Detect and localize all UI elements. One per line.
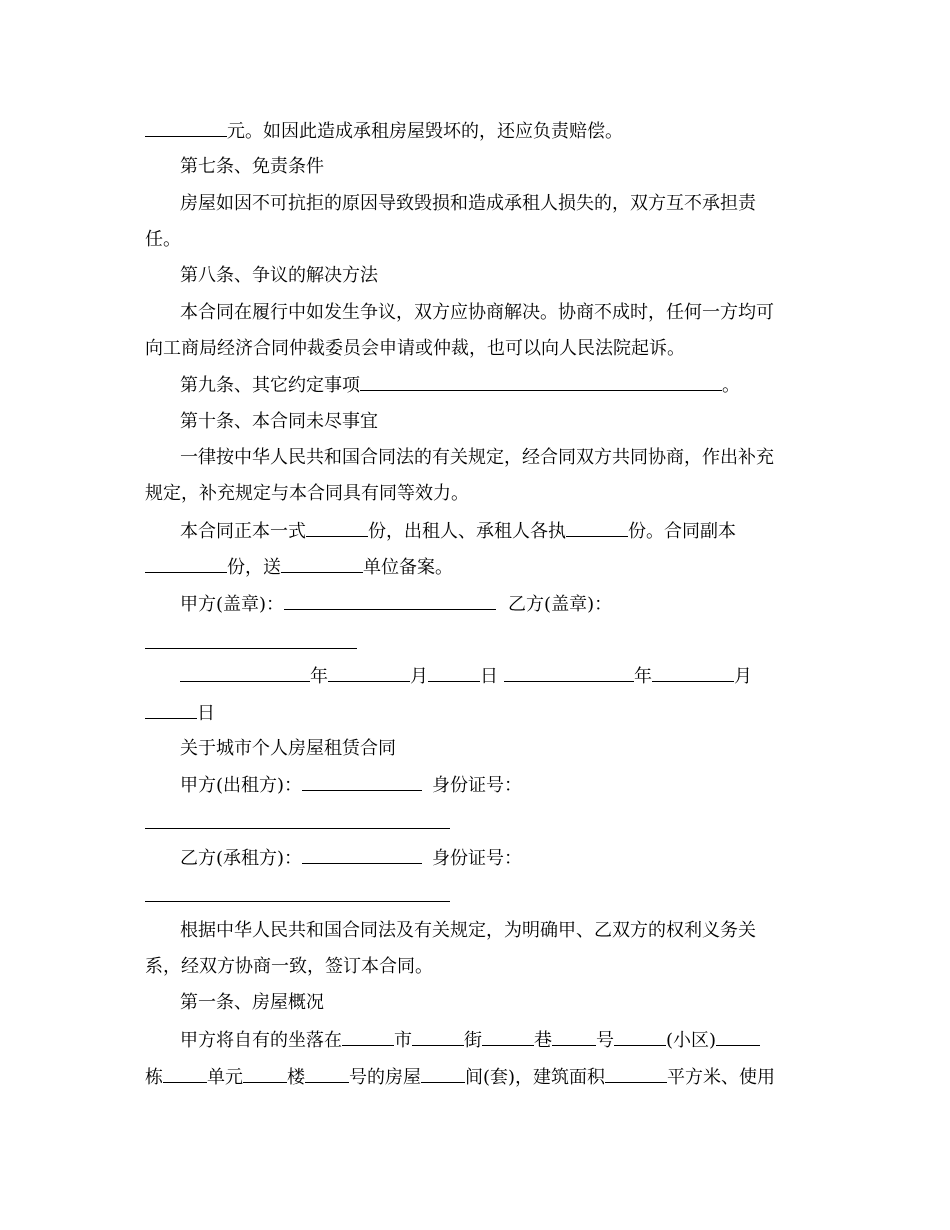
year-blank[interactable]	[504, 665, 634, 682]
article-heading: 第一条、房屋概况	[180, 992, 324, 1013]
article-heading: 第十条、本合同未尽事宜	[180, 411, 378, 432]
paragraph-line: 栋 单元 楼 号的房屋 间(套)，建筑面积 平方米、使用	[145, 1067, 776, 1088]
fill-blank[interactable]	[421, 1066, 465, 1083]
paragraph-line: 甲方将自有的坐落在 市 街 巷 号 (小区)	[180, 1029, 815, 1052]
paragraph-line: 根据中华人民共和国合同法及有关规定，为明确甲、乙双方的权利义务关	[180, 920, 756, 941]
article-heading: 第八条、争议的解决方法	[180, 265, 378, 286]
fill-blank[interactable]	[614, 1029, 666, 1046]
fill-blank[interactable]	[281, 556, 363, 573]
paragraph-line: 份，送 单位备案。	[145, 556, 815, 579]
fill-blank[interactable]	[305, 1066, 349, 1083]
day-blank[interactable]	[428, 665, 480, 682]
text-line: 元。如因此造成承租房屋毁坏的，还应负责赔偿。	[145, 120, 815, 143]
fill-blank[interactable]	[145, 556, 227, 573]
paragraph-line: 系，经双方协商一致，签订本合同。	[145, 956, 433, 977]
article-heading: 第九条、其它约定事项 。	[180, 375, 740, 396]
name-blank[interactable]	[302, 847, 422, 864]
year-blank[interactable]	[180, 665, 310, 682]
day-blank[interactable]	[145, 702, 197, 719]
party-b-line: 乙方(承租方)： 身份证号：	[180, 848, 523, 869]
fill-blank[interactable]	[412, 1029, 464, 1046]
date-line: 年 月 日 年 月	[180, 665, 815, 688]
paragraph-line: 一律按中华人民共和国合同法的有关规定，经合同双方共同协商，作出补充	[180, 447, 774, 468]
fill-blank[interactable]	[163, 1066, 207, 1083]
paragraph-line: 本合同在履行中如发生争议，双方应协商解决。协商不成时，任何一方均可	[180, 302, 774, 323]
fill-blank[interactable]	[145, 120, 227, 137]
article-heading: 第七条、免责条件	[180, 156, 324, 177]
fill-blank[interactable]	[566, 520, 628, 537]
fill-blank[interactable]	[243, 1066, 287, 1083]
fill-blank[interactable]	[482, 1029, 534, 1046]
id-number-blank[interactable]	[145, 828, 450, 829]
signature-line: 甲方(盖章)： 乙方(盖章)：	[180, 594, 613, 615]
month-blank[interactable]	[328, 665, 410, 682]
name-blank[interactable]	[302, 774, 422, 791]
fill-blank[interactable]	[605, 1066, 667, 1083]
fill-blank[interactable]	[716, 1029, 760, 1046]
fill-blank[interactable]	[342, 1029, 394, 1046]
paragraph-line: 向工商局经济合同仲裁委员会申请或仲裁，也可以向人民法院起诉。	[145, 338, 685, 359]
month-blank[interactable]	[652, 665, 734, 682]
fill-blank[interactable]	[552, 1029, 596, 1046]
id-number-blank[interactable]	[145, 901, 450, 902]
paragraph-line: 规定，补充规定与本合同具有同等效力。	[145, 483, 469, 504]
paragraph-line: 任。	[145, 229, 181, 250]
party-a-line: 甲方(出租方)： 身份证号：	[180, 775, 523, 796]
paragraph-line: 房屋如因不可抗拒的原因导致毁损和造成承租人损失的，双方互不承担责	[180, 193, 756, 214]
fill-blank[interactable]	[360, 374, 722, 391]
contract-title: 关于城市个人房屋租赁合同	[180, 738, 396, 759]
date-line: 日	[145, 702, 815, 725]
fill-blank[interactable]	[306, 520, 368, 537]
party-a-seal-blank[interactable]	[284, 593, 496, 610]
party-b-seal-blank[interactable]	[145, 648, 357, 649]
paragraph-line: 本合同正本一式 份，出租人、承租人各执 份。合同副本	[180, 521, 736, 542]
